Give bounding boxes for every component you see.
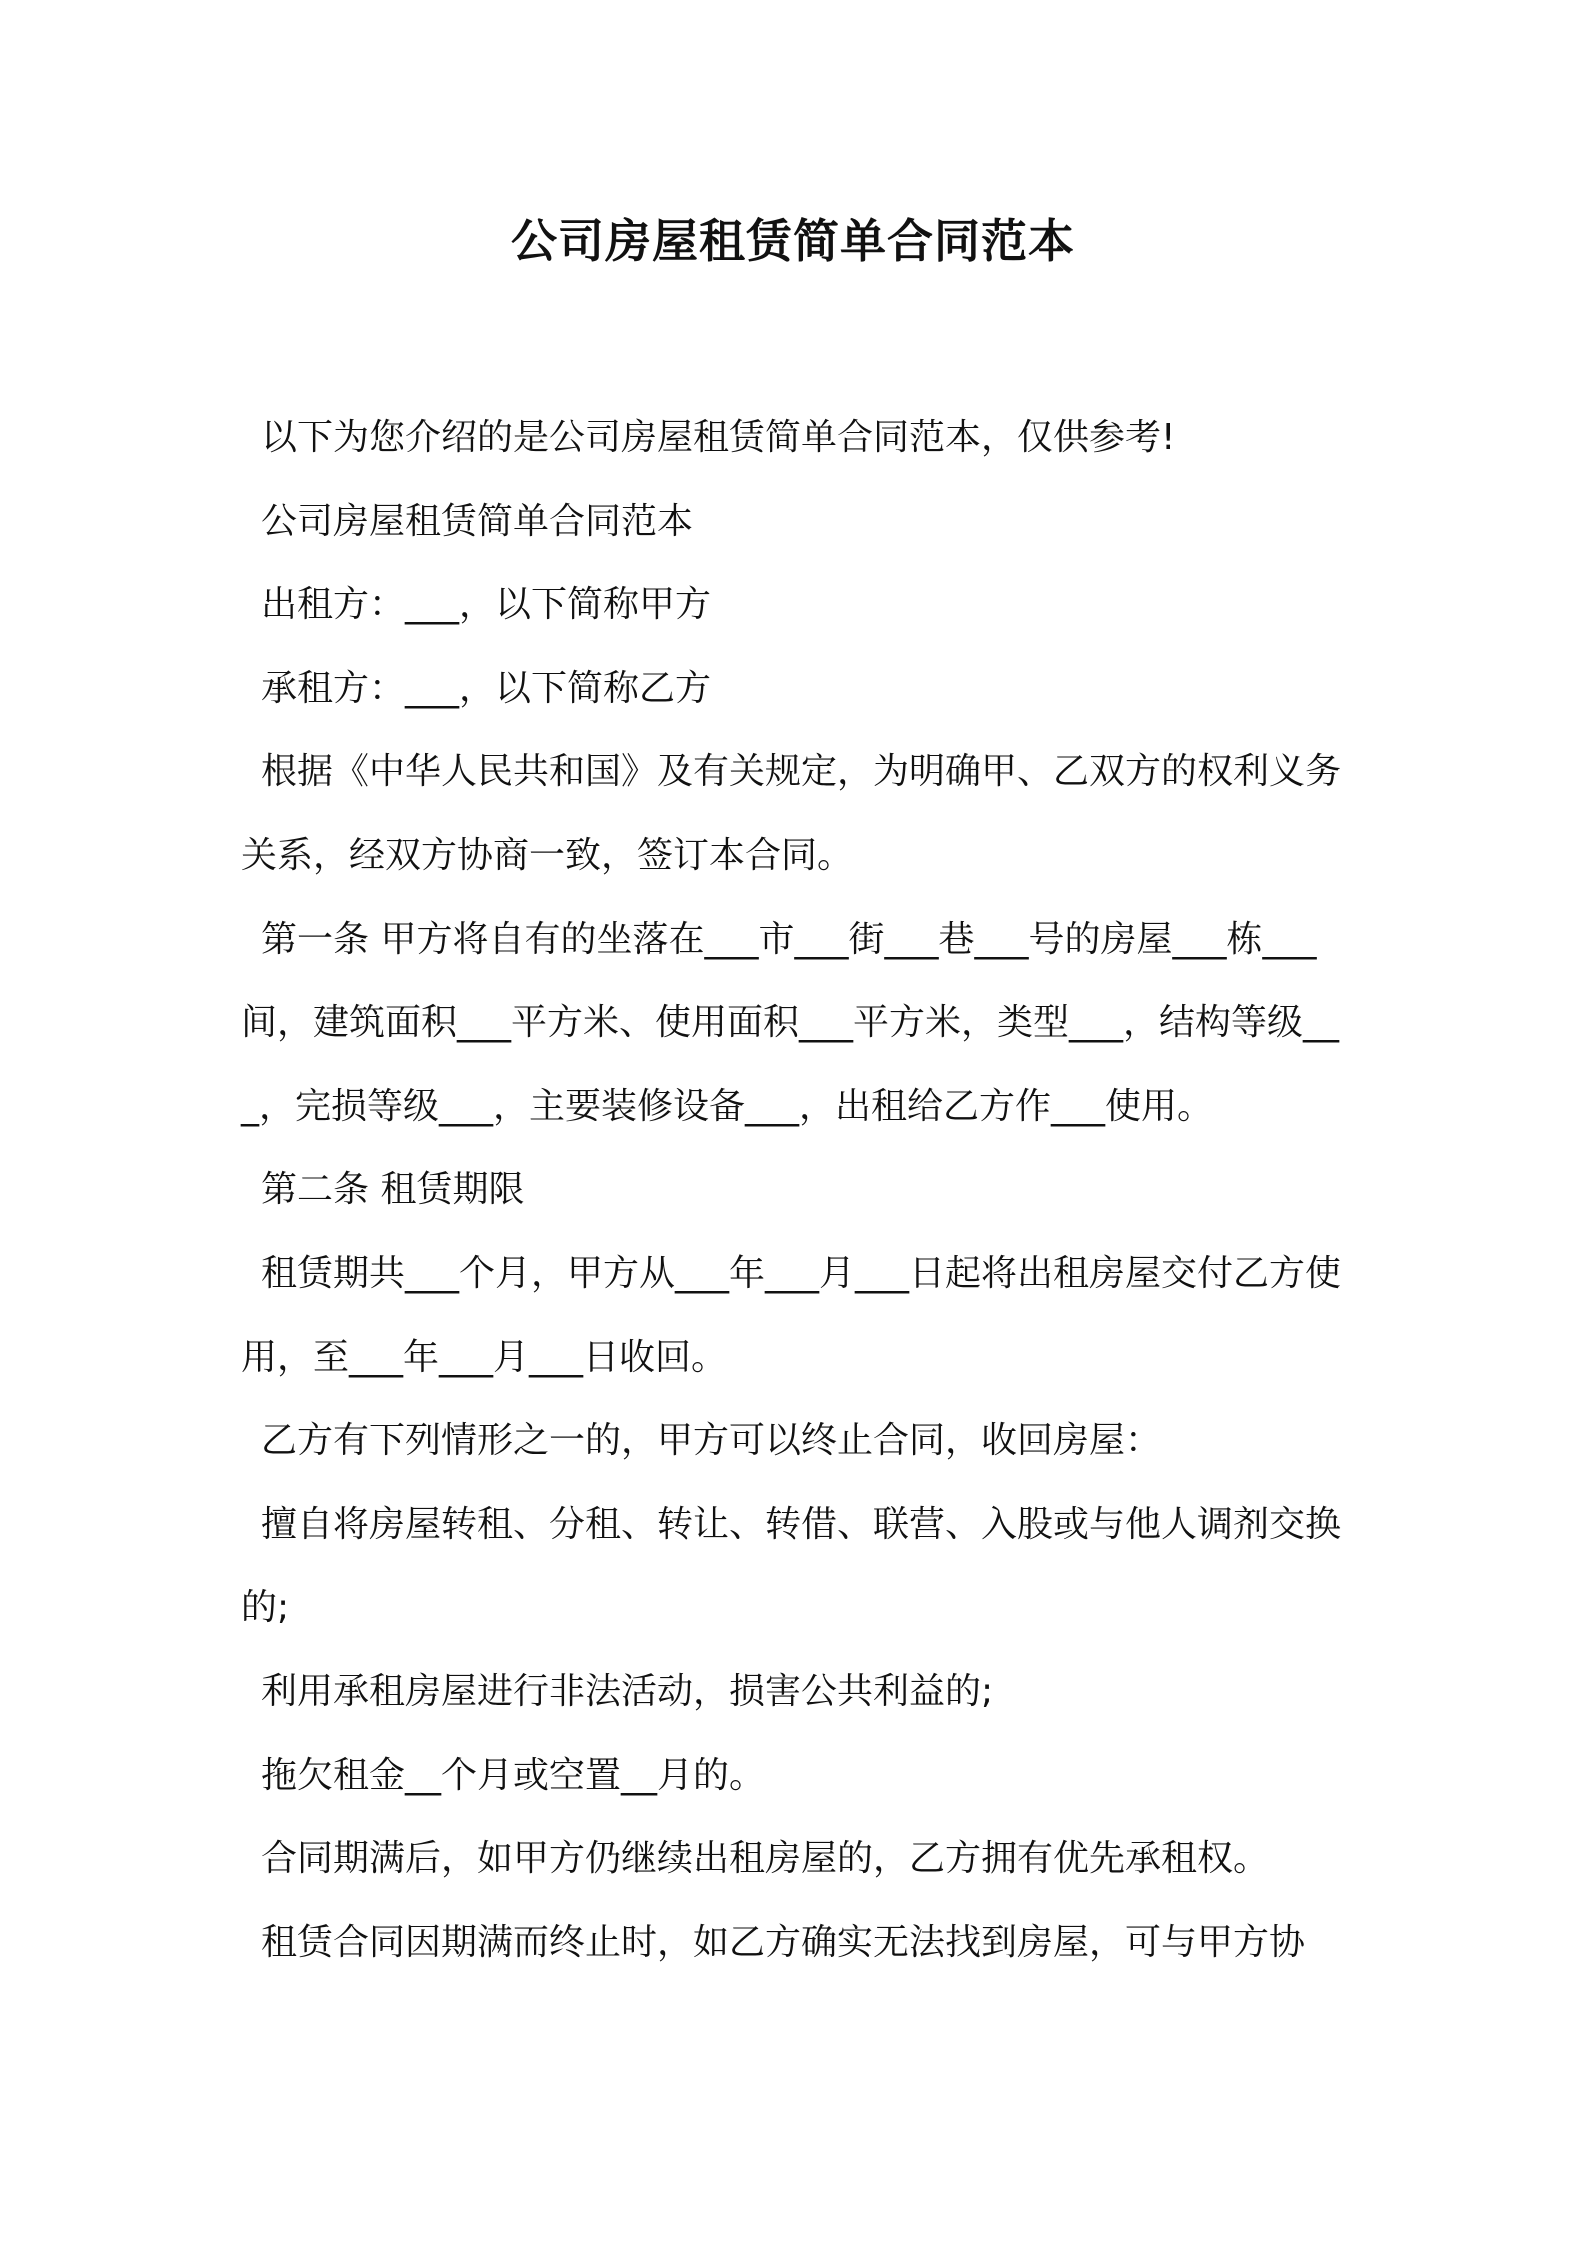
paragraph-termination-conditions: 乙方有下列情形之一的，甲方可以终止合同，收回房屋：	[261, 1420, 1162, 1462]
paragraph-lease-term: 租赁期共___个月，甲方从___年___月___日起将出租房屋交付乙方使用，至___年___月___日收回。	[241, 1252, 1342, 1378]
paragraph-renewal-priority: 合同期满后，如甲方仍继续出租房屋的，乙方拥有优先承租权。	[261, 1838, 1270, 1880]
paragraph-expiry: 租赁合同因期满而终止时，如乙方确实无法找到房屋，可与甲方协	[261, 1921, 1306, 1963]
document-title: 公司房屋租赁简单合同范本	[511, 214, 1075, 268]
paragraph-subtitle: 公司房屋租赁简单合同范本	[261, 500, 694, 542]
paragraph-preamble: 根据《中华人民共和国》及有关规定，为明确甲、乙双方的权利义务关系，经双方协商一致，签订本合同。	[241, 751, 1342, 876]
paragraph-condition-arrears: 拖欠租金__个月或空置__月的。	[261, 1754, 766, 1796]
paragraph-condition-illegal: 利用承租房屋进行非法活动，损害公共利益的;	[261, 1670, 994, 1712]
paragraph-condition-sublease: 擅自将房屋转租、分租、转让、转借、联营、入股或与他人调剂交换的;	[241, 1503, 1342, 1629]
paragraph-article-1: 第一条 甲方将自有的坐落在___市___街___巷___号的房屋___栋___间，建筑面积___平方米、使用面积___平方米，类型___，结构等级___，完损等级___，主要装修设备___，出租给乙方作___使用。	[241, 918, 1340, 1127]
paragraph-intro: 以下为您介绍的是公司房屋租赁简单合同范本，仅供参考!	[261, 417, 1176, 458]
paragraph-article-2-heading: 第二条 租赁期限	[261, 1169, 525, 1211]
paragraph-lessor: 出租方：___，以下简称甲方	[261, 584, 712, 626]
document-body	[241, 396, 1359, 1984]
paragraph-lessee: 承租方：___，以下简称乙方	[261, 667, 712, 709]
